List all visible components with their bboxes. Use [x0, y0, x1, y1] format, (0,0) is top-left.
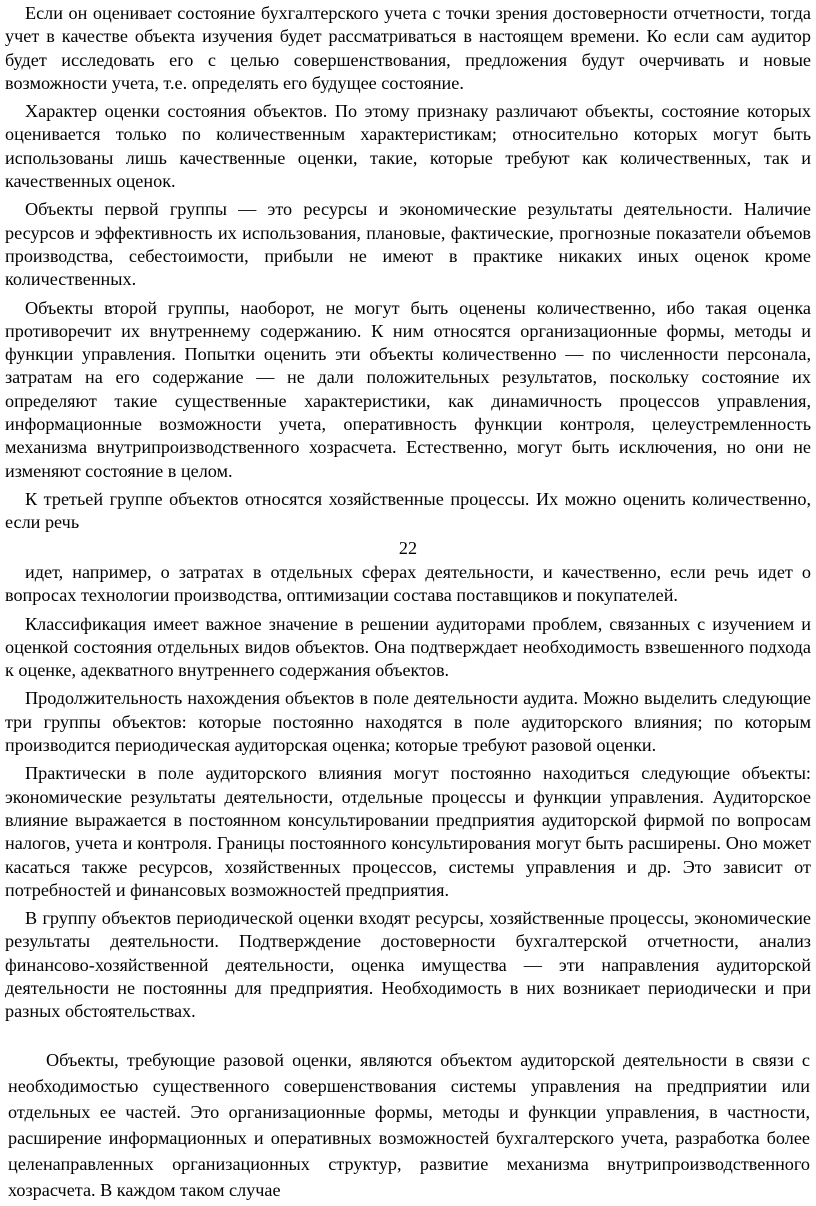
text-block-lower	[5, 561, 811, 1029]
paragraph: Объекты первой группы — это ресурсы и экономические результаты деятельности. Наличие ресурсов и эффективность их использования, плановые, фактические, прогнозные показатели объемов производства, себестоимости, прибыли не имеют в практике никаких иных оценок кроме количественных.	[5, 199, 811, 290]
paragraph: идет, например, о затратах в отдельных сферах деятельности, и качественно, если речь идет о вопросах технологии производства, оптимизации состава поставщиков и покупателей.	[5, 562, 811, 606]
paragraph: Если он оценивает состояние бухгалтерского учета с точки зрения достоверности отчетности, тогда учет в качестве объекта изучения будет рассматриваться в настоящем времени. Ко если сам аудитор будет исследовать его с целью совершенствования, предложения будут очерчивать и новые возможности учета, т.е. определять его будущее состояние.	[5, 3, 811, 93]
paragraph: Продолжительность нахождения объектов в поле деятельности аудита. Можно выделить следующие три группы объектов: которые постоянно находятся в поле аудиторского влияния; по которым производится периодическая аудиторская оценка; которые требуют разовой оценки.	[5, 688, 811, 756]
paragraph: К третьей группе объектов относятся хозяйственные процессы. Их можно оценить количественно, если речь	[5, 488, 811, 533]
text-block-upper	[5, 2, 811, 540]
page-number: 22	[398, 538, 418, 558]
paragraph: В группу объектов периодической оценки входят ресурсы, хозяйственные процессы, экономические результаты деятельности. Подтверждение достоверности бухгалтерской отчетности, анализ финансово-хозяйственной деятельности, оценка имущества — эти направления аудиторской деятельности не постоянны для предприятия. Необходимость в них возникает периодически и при разных обстоятельствах.	[5, 908, 811, 1022]
paragraph: Характер оценки состояния объектов. По этому признаку различают объекты, состояние которых оценивается только по количественным характеристикам; относительно которых могут быть использованы лишь качественные оценки, такие, которые требуют как количественных, так и качественных оценок.	[5, 101, 811, 192]
paragraph: Объекты, требующие разовой оценки, являются объектом аудиторской деятельности в связи с необходимостью существенного совершенствования системы управления на предприятии или отдельных ее частей. Это организационные формы, методы и функции управления, в частности, расширение информационных и оперативных возможностей бухгалтерского учета, разработка более целенаправленных организационных структур, развитие механизма внутрипроизводственного хозрасчета. В каждом таком случае	[8, 1050, 810, 1200]
text-block-final	[8, 1047, 810, 1206]
paragraph: Классификация имеет важное значение в решении аудиторами проблем, связанных с изучением и оценкой состояния отдельных видов объектов. Она подтверждает необходимость взвешенного подхода к оценке, адекватного внутреннего содержания объектов.	[5, 613, 811, 681]
paragraph: Объекты второй группы, наоборот, не могут быть оценены количественно, ибо такая оценка противоречит их внутреннему содержанию. К ним относятся организационные формы, методы и функции управления. Попытки оценить эти объекты количественно — по численности персонала, затратам на его содержание — не дали положительных результатов, поскольку состояние их определяют такие существенные характеристики, как динамичность процессов управления, информационные возможности учета, оперативность функции контроля, целеустремленность механизма внутрипроизводственного хозрасчета. Естественно, могут быть исключения, но они не изменяют состояние в целом.	[5, 297, 811, 481]
paragraph: Практически в поле аудиторского влияния могут постоянно находиться следующие объекты: экономические результаты деятельности, отдельные процессы и функции управления. Аудиторское влияние выражается в постоянном консультировании предприятия аудиторской фирмой по вопросам налогов, учета и контроля. Границы постоянного консультирования могут быть расширены. Оно может касаться также ресурсов, хозяйственных процессов, системы управления и др. Это зависит от потребностей и финансовых возможностей предприятия.	[5, 763, 811, 900]
